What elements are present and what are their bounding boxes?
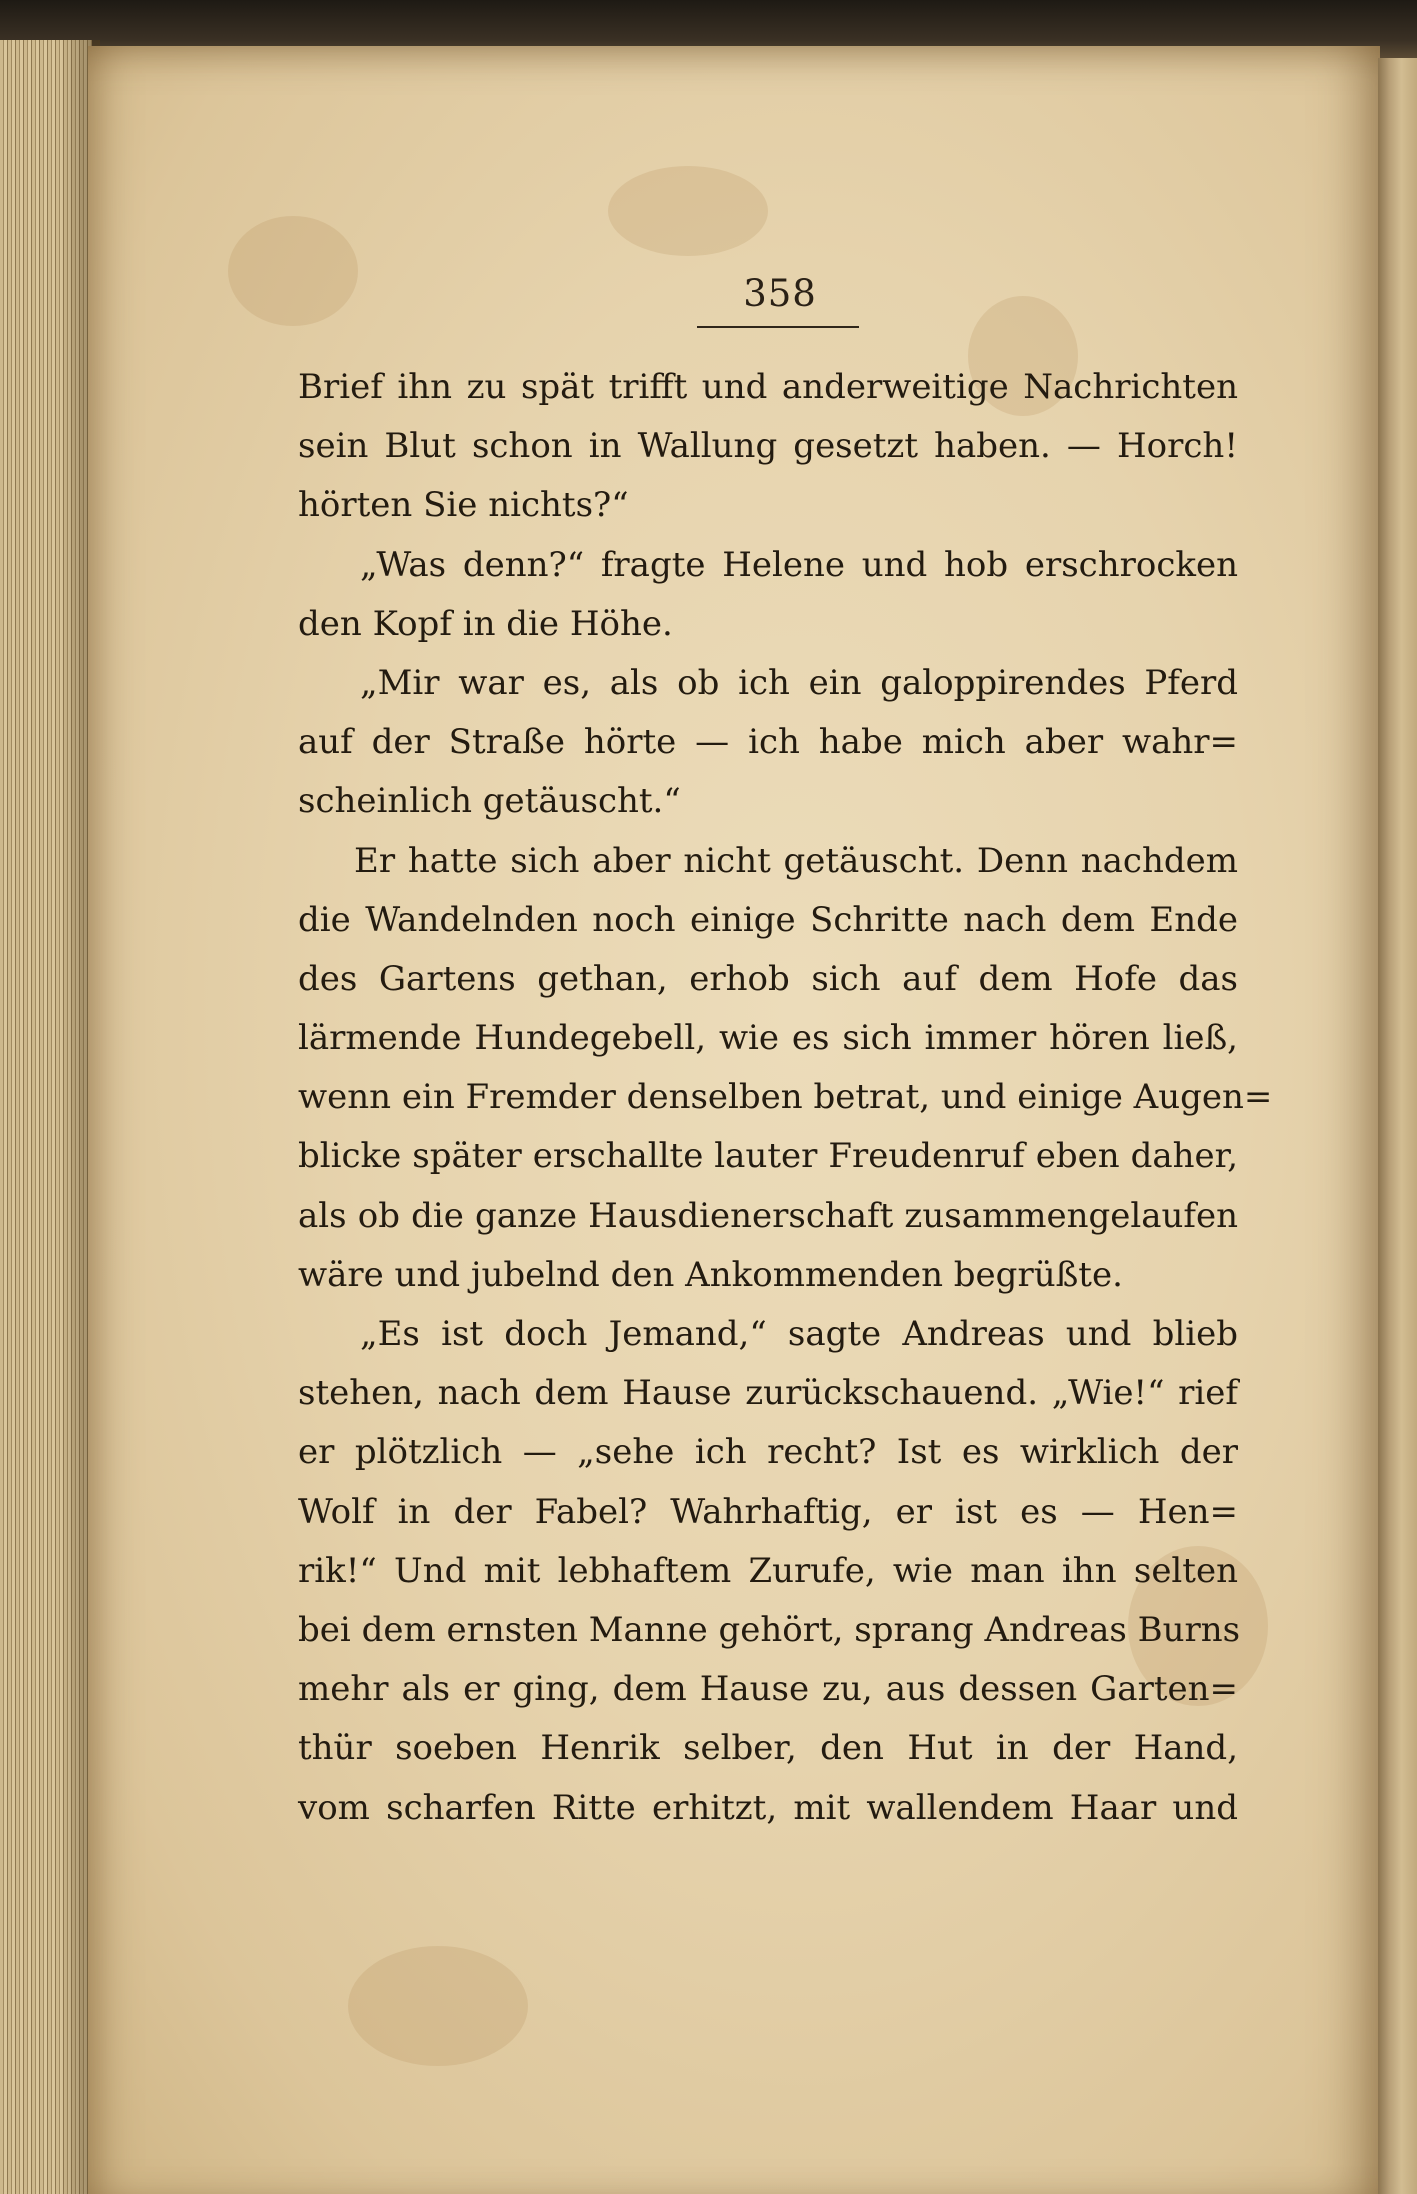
- text-line: stehen, nach dem Hause zurückschauend. „Wie!“ rief: [298, 1373, 1238, 1414]
- foxing-spot: [608, 166, 768, 256]
- text-line: sein Blut schon in Wallung gesetzt haben. — Horch!: [298, 426, 1238, 467]
- text-line: scheinlich getäuscht.“: [298, 781, 681, 822]
- text-line: rik!“ Und mit lebhaftem Zurufe, wie man ihn selten: [298, 1550, 1238, 1591]
- text-line: Brief ihn zu spät trifft und anderweitige Nachrichten: [298, 367, 1238, 407]
- text-line: mehr als er ging, dem Hause zu, aus dessen Garten=: [298, 1669, 1238, 1710]
- text-line: wenn ein Fremder denselben betrat, und einige Augen=: [298, 1077, 1273, 1118]
- page-number-rule: [697, 326, 859, 328]
- book-gutter: [1378, 58, 1417, 2194]
- text-line: er plötzlich — „sehe ich recht? Ist es wirklich der: [298, 1432, 1238, 1473]
- text-line: des Gartens gethan, erhob sich auf dem Hofe das: [298, 958, 1238, 999]
- text-line: Wolf in der Fabel? Wahrhaftig, er ist es — Hen=: [298, 1491, 1238, 1532]
- foxing-spot: [348, 1946, 528, 2066]
- text-line: vom scharfen Ritte erhitzt, mit wallendem Haar und: [298, 1787, 1238, 1828]
- text-line: wäre und jubelnd den Ankommenden begrüßte.: [298, 1254, 1123, 1295]
- body-text: [298, 358, 1273, 1838]
- text-line: hörten Sie nichts?“: [298, 485, 629, 526]
- text-line: den Kopf in die Höhe.: [298, 603, 673, 644]
- text-line: „Es ist doch Jemand,“ sagte Andreas und blieb: [360, 1314, 1238, 1354]
- text-line: als ob die ganze Hausdienerschaft zusammengelaufen: [298, 1195, 1238, 1236]
- text-line: Er hatte sich aber nicht getäuscht. Denn nachdem: [354, 840, 1238, 881]
- text-line: „Mir war es, als ob ich ein galoppirendes Pferd: [360, 662, 1238, 703]
- text-line: auf der Straße hörte — ich habe mich aber wahr=: [298, 722, 1238, 763]
- text-line: blicke später erschallte lauter Freudenruf eben daher,: [298, 1136, 1238, 1177]
- text-line: lärmende Hundegebell, wie es sich immer hören ließ,: [298, 1018, 1238, 1059]
- text-line: bei dem ernsten Manne gehört, sprang Andreas Burns: [298, 1609, 1241, 1650]
- page-number: 358: [743, 272, 817, 315]
- text-line: „Was denn?“ fragte Helene und hob erschrocken: [360, 544, 1238, 585]
- text-line: die Wandelnden noch einige Schritte nach dem Ende: [298, 899, 1238, 940]
- foxing-spot: [228, 216, 358, 326]
- text-line: thür soeben Henrik selber, den Hut in der Hand,: [298, 1728, 1238, 1769]
